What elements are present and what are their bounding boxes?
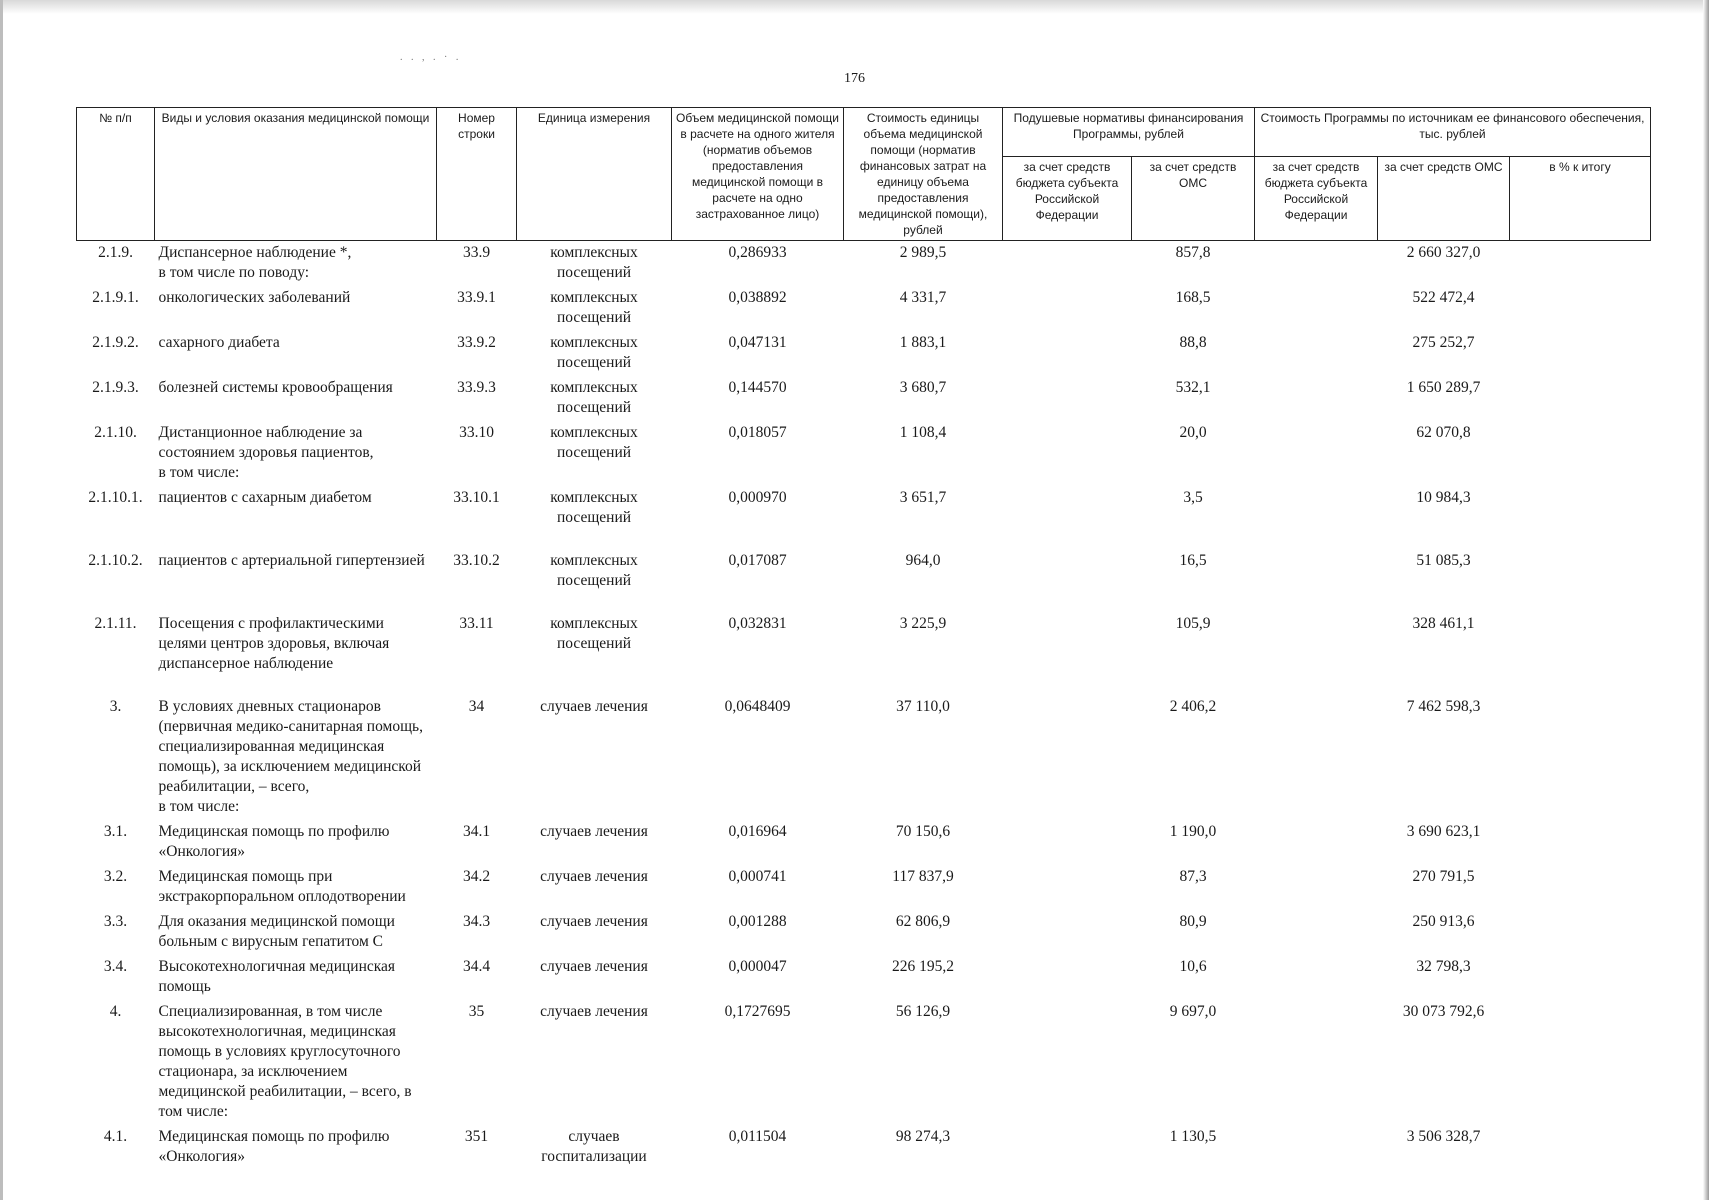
cell-no: 3.4. <box>103 958 128 975</box>
cell-name: сахарного диабета <box>158 334 280 351</box>
cell-pc-oms: 87,3 <box>1179 868 1207 885</box>
cell-volume: 0,016964 <box>728 823 787 840</box>
cell-line: 34.4 <box>462 958 491 975</box>
cell-no: 2.1.9.3. <box>92 379 139 396</box>
cell-pct <box>1510 376 1651 421</box>
cell-volume: 0,017087 <box>728 552 787 569</box>
cell-pc-budget <box>1003 549 1132 594</box>
cell-no: 2.1.9.1. <box>92 289 139 306</box>
header-sub-percent: в % к итогу <box>1510 157 1651 241</box>
cell-pct <box>1510 421 1651 486</box>
cell-pc-budget <box>1003 376 1132 421</box>
cell-pc-budget <box>1003 241 1132 287</box>
header-sub-budget-2: за счет средств бюджета субъекта Российской Федерации <box>1255 157 1378 241</box>
cell-pct <box>1510 910 1651 955</box>
header-sub-budget: за счет средств бюджета субъекта Российской Федерации <box>1003 157 1132 241</box>
cell-pc-budget <box>1003 820 1132 865</box>
cell-name: онкологических заболеваний <box>158 289 351 306</box>
cell-unit: случаев лечения <box>540 1003 648 1020</box>
cell-volume: 0,011504 <box>728 1128 787 1145</box>
cell-line: 34.2 <box>462 868 491 885</box>
cell-no: 3.2. <box>103 868 128 885</box>
header-no: № п/п <box>77 108 155 241</box>
header-program-cost: Стоимость Программы по источникам ее финансового обеспечения, тыс. рублей <box>1255 108 1651 157</box>
table-row <box>77 486 1651 531</box>
header-sub-oms: за счет средств ОМС <box>1132 157 1255 241</box>
cell-unit: комплексных посещений <box>550 334 638 371</box>
cell-pct <box>1510 820 1651 865</box>
cell-cost: 2 989,5 <box>899 244 947 261</box>
cell-pct <box>1510 286 1651 331</box>
spacer-cell <box>77 594 1651 612</box>
cell-pr-budget <box>1255 865 1378 910</box>
table-row <box>77 910 1651 955</box>
cell-volume: 0,1727695 <box>724 1003 791 1020</box>
cell-pr-budget <box>1255 1000 1378 1125</box>
cell-unit: комплексных посещений <box>550 552 638 589</box>
scan-edge-top <box>0 0 1709 14</box>
cell-pr-oms: 328 461,1 <box>1412 615 1475 632</box>
cell-unit: комплексных посещений <box>550 424 638 461</box>
cell-name: В условиях дневных стационаров (первичная медико-санитарная помощь, специализированная медицинская помощь), за исключением медицинской реабилитации, – всего, в том числе: <box>158 698 423 815</box>
cell-pc-budget <box>1003 331 1132 376</box>
cell-pc-oms: 1 130,5 <box>1169 1128 1217 1145</box>
cell-pc-budget <box>1003 865 1132 910</box>
cell-unit: случаев госпитализации <box>541 1128 647 1165</box>
cell-unit: случаев лечения <box>540 868 648 885</box>
cell-name: Диспансерное наблюдение *, в том числе по поводу: <box>158 244 352 281</box>
cell-unit: случаев лечения <box>540 913 648 930</box>
cell-pc-budget <box>1003 486 1132 531</box>
cell-pr-budget <box>1255 955 1378 1000</box>
table-row <box>77 549 1651 594</box>
cell-no: 3. <box>109 698 122 715</box>
cell-pr-budget <box>1255 286 1378 331</box>
cell-pr-oms: 3 506 328,7 <box>1406 1128 1481 1145</box>
cell-name: Посещения с профилактическими целями центров здоровья, включая диспансерное наблюдение <box>158 615 390 672</box>
cell-pr-budget <box>1255 612 1378 677</box>
header-line: Номер строки <box>437 108 517 241</box>
cell-pr-oms: 62 070,8 <box>1416 424 1471 441</box>
cell-no: 2.1.10.2. <box>88 552 143 569</box>
cell-pc-budget <box>1003 1000 1132 1125</box>
cell-unit: случаев лечения <box>540 698 648 715</box>
cell-cost: 117 837,9 <box>892 868 954 885</box>
table-header <box>77 108 1651 241</box>
cell-volume: 0,018057 <box>728 424 787 441</box>
cell-no: 2.1.10.1. <box>88 489 143 506</box>
cell-pr-oms: 51 085,3 <box>1416 552 1471 569</box>
cell-pc-oms: 168,5 <box>1175 289 1211 306</box>
table-row <box>77 820 1651 865</box>
cell-pc-oms: 2 406,2 <box>1169 698 1217 715</box>
cell-line: 33.9.2 <box>457 334 496 351</box>
cell-pr-oms: 30 073 792,6 <box>1402 1003 1485 1020</box>
cell-pr-budget <box>1255 331 1378 376</box>
cell-pct <box>1510 612 1651 677</box>
cell-pct <box>1510 241 1651 287</box>
cell-pr-oms: 10 984,3 <box>1416 489 1471 506</box>
cell-pc-oms: 3,5 <box>1183 489 1203 506</box>
cell-unit: случаев лечения <box>540 823 648 840</box>
cell-cost: 1 883,1 <box>899 334 947 351</box>
cell-line: 34 <box>468 698 485 715</box>
cell-cost: 98 274,3 <box>895 1128 951 1145</box>
cell-pc-oms: 80,9 <box>1179 913 1207 930</box>
cell-pct <box>1510 486 1651 531</box>
cell-pc-budget <box>1003 421 1132 486</box>
cell-line: 33.10 <box>459 424 494 441</box>
cell-pr-budget <box>1255 1125 1378 1170</box>
cell-no: 2.1.10. <box>94 424 137 441</box>
financing-table <box>76 107 1651 1170</box>
cell-pc-oms: 857,8 <box>1175 244 1211 261</box>
table-row <box>77 331 1651 376</box>
table-row <box>77 421 1651 486</box>
cell-pc-oms: 10,6 <box>1179 958 1207 975</box>
cell-name: Медицинская помощь по профилю «Онкология» <box>158 823 390 860</box>
cell-name: Высокотехнологичная медицинская помощь <box>158 958 396 995</box>
cell-pct <box>1510 1000 1651 1125</box>
cell-pr-budget <box>1255 486 1378 531</box>
row-spacer <box>77 531 1651 549</box>
scan-edge-left <box>0 0 3 1200</box>
cell-pr-budget <box>1255 549 1378 594</box>
cell-unit: комплексных посещений <box>550 379 638 416</box>
cell-cost: 4 331,7 <box>899 289 947 306</box>
scan-edge-right <box>1703 0 1709 1200</box>
cell-pc-oms: 16,5 <box>1179 552 1207 569</box>
cell-pr-oms: 3 690 623,1 <box>1406 823 1481 840</box>
cell-pct <box>1510 549 1651 594</box>
cell-cost: 226 195,2 <box>892 958 954 975</box>
table-row <box>77 955 1651 1000</box>
cell-name: Дистанционное наблюдение за состоянием здоровья пациентов, в том числе: <box>158 424 374 481</box>
cell-name: Медицинская помощь при экстракорпоральном оплодотворении <box>158 868 406 905</box>
cell-pc-budget <box>1003 910 1132 955</box>
cell-pr-oms: 522 472,4 <box>1412 289 1475 306</box>
cell-pc-oms: 88,8 <box>1179 334 1207 351</box>
cell-no: 3.1. <box>103 823 128 840</box>
cell-unit: комплексных посещений <box>550 615 638 652</box>
header-unit: Единица измерения <box>517 108 672 241</box>
cell-pc-oms: 105,9 <box>1175 615 1211 632</box>
row-spacer <box>77 594 1651 612</box>
cell-pc-oms: 1 190,0 <box>1169 823 1217 840</box>
cell-unit: комплексных посещений <box>550 489 638 526</box>
header-sub-oms-2: за счет средств ОМС <box>1378 157 1510 241</box>
cell-name: пациентов с сахарным диабетом <box>158 489 372 506</box>
cell-pct <box>1510 1125 1651 1170</box>
spacer-cell <box>77 531 1651 549</box>
cell-pc-oms: 9 697,0 <box>1169 1003 1217 1020</box>
cell-name: Медицинская помощь по профилю «Онкология» <box>158 1128 390 1165</box>
cell-pr-oms: 7 462 598,3 <box>1406 698 1481 715</box>
cell-line: 33.9.3 <box>457 379 496 396</box>
page-number: 176 <box>844 71 865 86</box>
header-cost: Стоимость единицы объема медицинской помощи (норматив финансовых затрат на единицу объема предоставления медицинской помощи), рублей <box>844 108 1003 241</box>
cell-pr-oms: 275 252,7 <box>1412 334 1475 351</box>
scan-marks: . . , . · . <box>400 52 462 63</box>
cell-pct <box>1510 331 1651 376</box>
cell-pct <box>1510 695 1651 820</box>
cell-pc-budget <box>1003 612 1132 677</box>
cell-cost: 1 108,4 <box>899 424 947 441</box>
header-type: Виды и условия оказания медицинской помощи <box>155 108 437 241</box>
cell-volume: 0,047131 <box>728 334 787 351</box>
cell-unit: комплексных посещений <box>550 244 638 281</box>
table-row <box>77 695 1651 820</box>
cell-volume: 0,032831 <box>728 615 787 632</box>
cell-line: 33.9.1 <box>457 289 496 306</box>
table-row <box>77 612 1651 677</box>
cell-cost: 37 110,0 <box>896 698 950 715</box>
cell-name: Для оказания медицинской помощи больным с вирусным гепатитом С <box>158 913 395 950</box>
table-body <box>77 241 1651 1171</box>
cell-line: 33.9 <box>462 244 491 261</box>
cell-pr-oms: 250 913,6 <box>1412 913 1475 930</box>
cell-no: 2.1.11. <box>94 615 137 632</box>
cell-cost: 62 806,9 <box>895 913 951 930</box>
cell-pr-budget <box>1255 695 1378 820</box>
cell-volume: 0,000047 <box>728 958 787 975</box>
header-volume: Объем медицинской помощи в расчете на одного жителя (норматив объемов предоставления медицинской помощи в расчете на одно застрахованное лицо) <box>672 108 844 241</box>
cell-unit: случаев лечения <box>540 958 648 975</box>
cell-line: 33.11 <box>459 615 494 632</box>
spacer-cell <box>77 677 1651 695</box>
cell-cost: 56 126,9 <box>895 1003 951 1020</box>
cell-cost: 3 680,7 <box>899 379 947 396</box>
cell-unit: комплексных посещений <box>550 289 638 326</box>
cell-pc-budget <box>1003 955 1132 1000</box>
row-spacer <box>77 677 1651 695</box>
cell-line: 33.10.2 <box>453 552 500 569</box>
table-row <box>77 376 1651 421</box>
cell-pc-budget <box>1003 1125 1132 1170</box>
cell-cost: 70 150,6 <box>895 823 951 840</box>
cell-pr-budget <box>1255 421 1378 486</box>
cell-pr-budget <box>1255 376 1378 421</box>
cell-pr-oms: 270 791,5 <box>1412 868 1475 885</box>
cell-pr-oms: 2 660 327,0 <box>1406 244 1481 261</box>
cell-name: пациентов с артериальной гипертензией <box>158 552 425 569</box>
cell-pc-budget <box>1003 695 1132 820</box>
cell-volume: 0,038892 <box>728 289 787 306</box>
cell-line: 35 <box>468 1003 485 1020</box>
cell-volume: 0,286933 <box>728 244 787 261</box>
cell-pr-oms: 1 650 289,7 <box>1406 379 1481 396</box>
cell-volume: 0,144570 <box>728 379 787 396</box>
cell-cost: 3 225,9 <box>899 615 947 632</box>
cell-no: 2.1.9.2. <box>92 334 139 351</box>
cell-cost: 964,0 <box>905 552 941 569</box>
cell-line: 33.10.1 <box>453 489 500 506</box>
cell-line: 351 <box>464 1128 489 1145</box>
cell-line: 34.1 <box>462 823 491 840</box>
cell-pr-budget <box>1255 241 1378 287</box>
cell-name: Специализированная, в том числе высокотехнологичная, медицинская помощь в условиях круглосуточного стационара, за исключением медицинской реабилитации, – всего, в том числе: <box>158 1003 412 1120</box>
cell-cost: 3 651,7 <box>899 489 947 506</box>
cell-volume: 0,001288 <box>728 913 787 930</box>
cell-pct <box>1510 865 1651 910</box>
header-per-capita: Подушевые нормативы финансирования Программы, рублей <box>1003 108 1255 157</box>
cell-no: 3.3. <box>103 913 128 930</box>
cell-pr-oms: 32 798,3 <box>1416 958 1471 975</box>
cell-no: 4. <box>109 1003 122 1020</box>
cell-volume: 0,000741 <box>728 868 787 885</box>
cell-pc-oms: 532,1 <box>1175 379 1211 396</box>
cell-no: 4.1. <box>103 1128 128 1145</box>
cell-line: 34.3 <box>462 913 491 930</box>
cell-pc-oms: 20,0 <box>1179 424 1207 441</box>
cell-volume: 0,0648409 <box>724 698 791 715</box>
table-row <box>77 865 1651 910</box>
table-row <box>77 286 1651 331</box>
table-row <box>77 241 1651 287</box>
cell-volume: 0,000970 <box>728 489 787 506</box>
cell-pr-budget <box>1255 910 1378 955</box>
cell-pct <box>1510 955 1651 1000</box>
table-row <box>77 1000 1651 1125</box>
table-row <box>77 1125 1651 1170</box>
cell-no: 2.1.9. <box>98 244 133 261</box>
cell-name: болезней системы кровообращения <box>158 379 393 396</box>
cell-pr-budget <box>1255 820 1378 865</box>
cell-pc-budget <box>1003 286 1132 331</box>
